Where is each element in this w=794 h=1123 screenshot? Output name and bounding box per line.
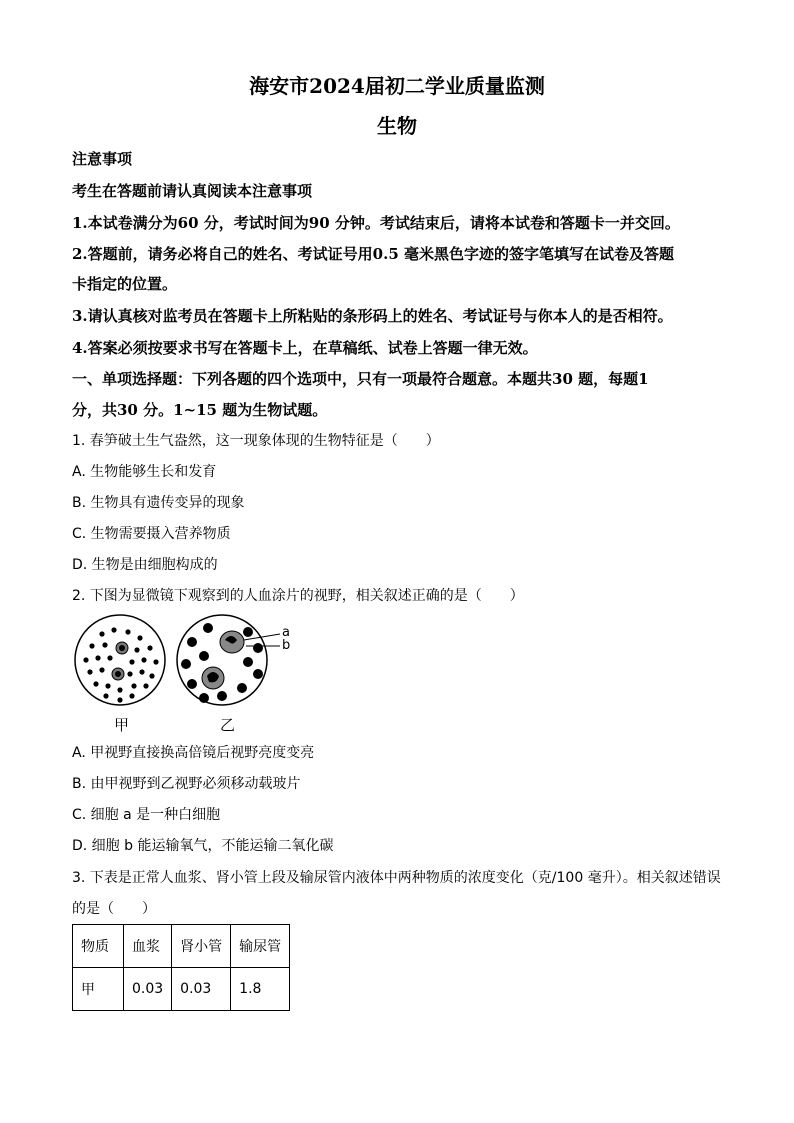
label-yi: 乙	[220, 716, 236, 734]
section-heading: 一、单项选择题：下列各题的四个选项中，只有一项最符合题意。本题共30 题，每题1	[72, 370, 649, 388]
subject-title: 生物	[377, 114, 417, 138]
q2-stem: 2. 下图为显微镜下观察到的人血涂片的视野，相关叙述正确的是（ ）	[72, 588, 524, 604]
q1-option-a: A. 生物能够生长和发育	[72, 464, 217, 480]
q3-stem: 3. 下表是正常人血浆、肾小管上段及输尿管内液体中两种物质的浓度变化（克/100 毫升）。相关叙述错误	[72, 870, 721, 886]
table-cell: 甲	[73, 968, 124, 1011]
blood-smear-figure	[72, 612, 312, 736]
field-yi-dots	[181, 623, 263, 703]
q2-option-b: B. 由甲视野到乙视野必须移动载玻片	[72, 776, 301, 792]
section-heading-cont: 分，共30 分。1~15 题为生物试题。	[72, 401, 328, 419]
q1-stem: 1. 春笋破土生气盎然，这一现象体现的生物特征是（ ）	[72, 433, 440, 449]
label-jia: 甲	[114, 716, 130, 734]
notice-item-4: 4.答案必须按要求书写在答题卡上，在草稿纸、试卷上答题一律无效。	[72, 339, 538, 357]
notice-item-3: 3.请认真核对监考员在答题卡上所粘贴的条形码上的姓名、考试证号与你本人的是否相符。	[72, 307, 673, 325]
notice-intro: 考生在答题前请认真阅读本注意事项	[72, 182, 313, 200]
table-header-cell: 输尿管	[231, 925, 290, 968]
notice-heading: 注意事项	[72, 150, 133, 168]
q1-option-c: C. 生物需要摄入营养物质	[72, 526, 231, 542]
q1-option-b: B. 生物具有遗传变异的现象	[72, 495, 245, 511]
notice-item-1: 1.本试卷满分为60 分，考试时间为90 分钟。考试结束后，请将本试卷和答题卡一并交回。	[72, 214, 680, 232]
table-cell: 0.03	[124, 968, 172, 1011]
table-header-cell: 血浆	[124, 925, 172, 968]
exam-title: 海安市2024届初二学业质量监测	[249, 74, 545, 98]
table-header-row	[73, 925, 290, 968]
q2-option-d: D. 细胞 b 能运输氧气，不能运输二氧化碳	[72, 838, 334, 854]
table-header-cell: 物质	[73, 925, 124, 968]
field-jia-dots	[83, 627, 158, 702]
q3-table	[72, 924, 290, 1011]
q2-option-a: A. 甲视野直接换高倍镜后视野亮度变亮	[72, 745, 315, 761]
table-cell: 0.03	[172, 968, 231, 1011]
notice-item-2-cont: 卡指定的位置。	[72, 275, 178, 293]
table-row	[73, 968, 290, 1011]
q2-option-c: C. 细胞 a 是一种白细胞	[72, 807, 221, 823]
label-b: b	[282, 638, 291, 653]
table-header-cell: 肾小管	[172, 925, 231, 968]
notice-item-2: 2.答题前，请务必将自己的姓名、考试证号用0.5 毫米黑色字迹的签字笔填写在试卷及答题	[72, 245, 674, 263]
q1-option-d: D. 生物是由细胞构成的	[72, 557, 218, 573]
label-a: a	[282, 625, 290, 640]
q3-stem-cont: 的是（ ）	[72, 901, 156, 917]
table-cell: 1.8	[231, 968, 290, 1011]
